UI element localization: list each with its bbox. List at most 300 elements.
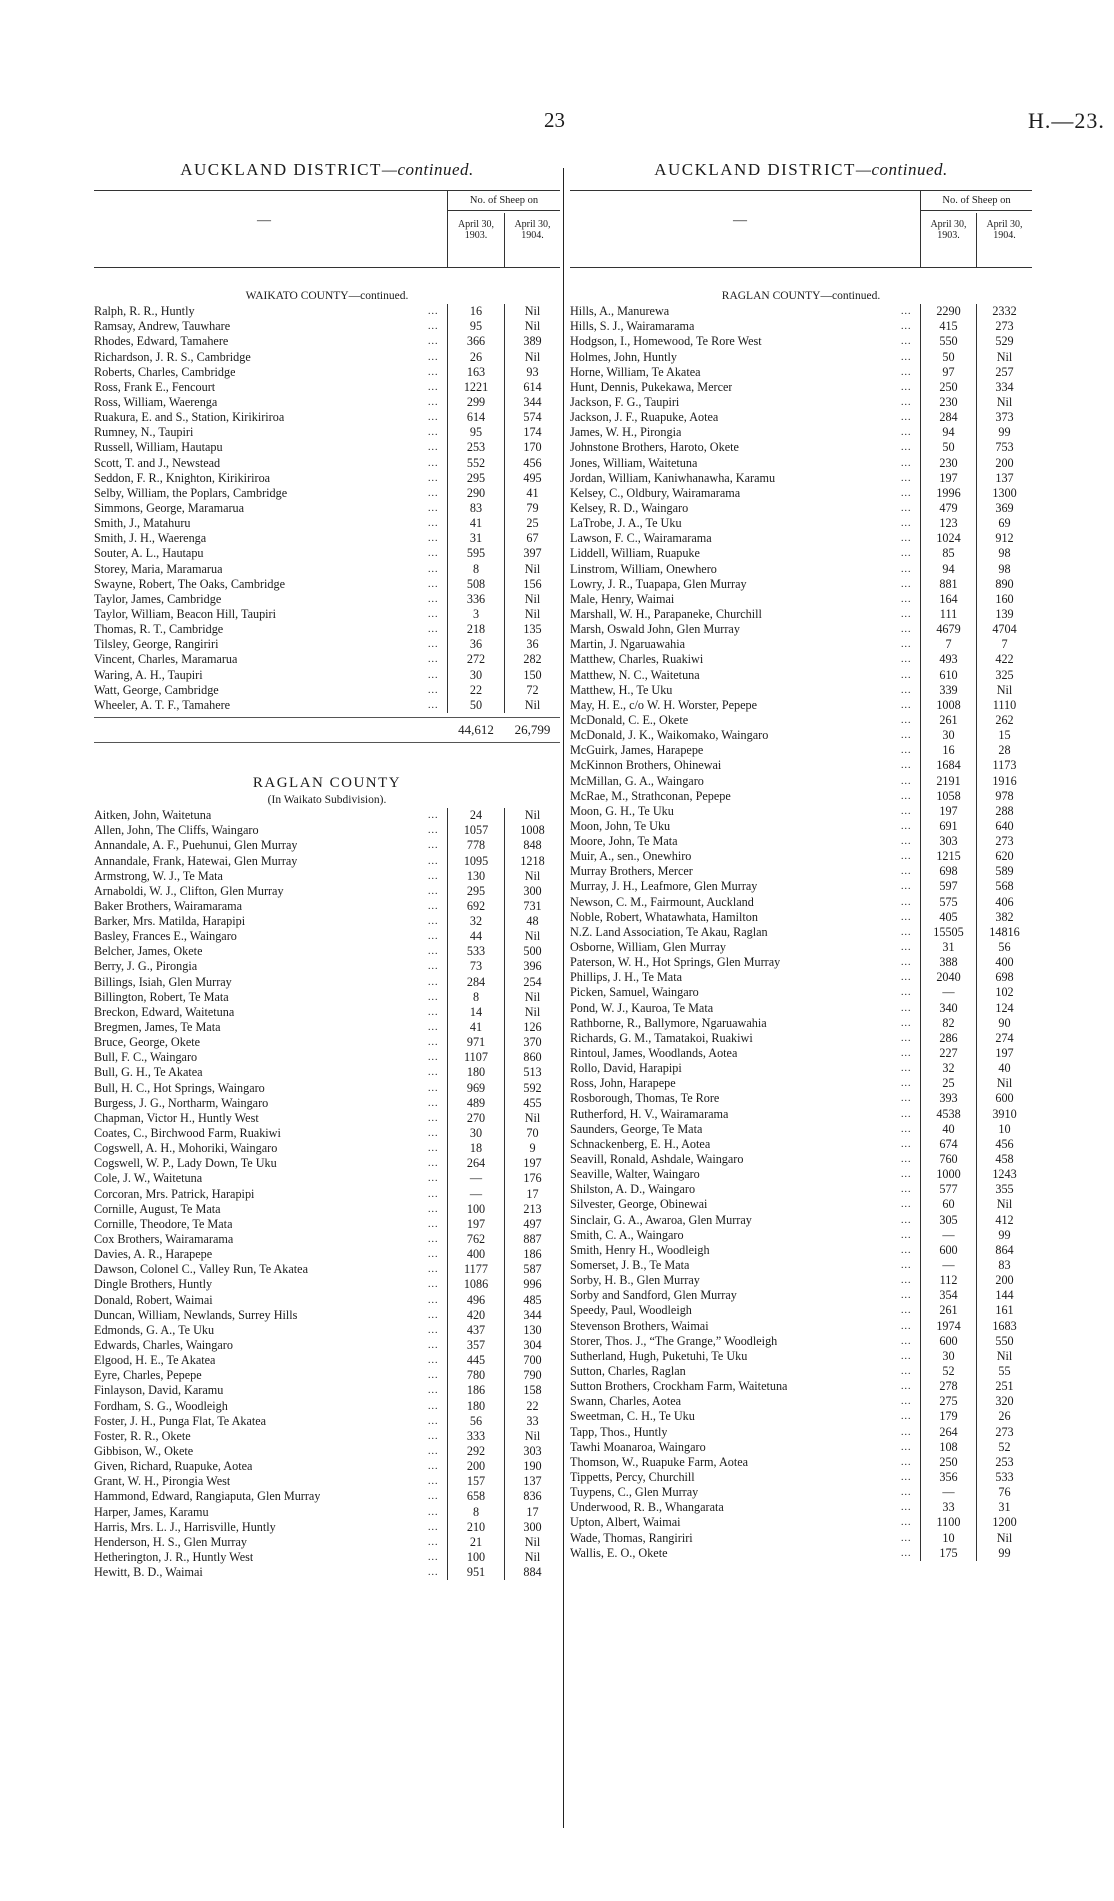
sheep-1904-value: 76 [998,1485,1011,1500]
sheep-1904-value: 22 [526,1398,539,1413]
sheep-1904-value: 620 [995,849,1014,864]
sheep-1903-value: — [942,1227,955,1242]
owner-name-address: Hammond, Edward, Rangiaputa, Glen Murray [94,1489,321,1504]
table-row [570,577,1032,592]
sheep-1904-value: 978 [995,788,1014,803]
owner-name-address: Given, Richard, Ruapuke, Aotea [94,1459,253,1474]
owner-name-address: Wallis, E. O., Okete [570,1545,668,1560]
sheep-1903-value: 15505 [933,924,964,939]
column-divider [563,168,564,1828]
sheep-1903-value: 230 [939,394,958,409]
sheep-1904-value: 170 [523,440,542,455]
owner-name-address: Tawhi Moanaroa, Waingaro [570,1439,706,1454]
leader-dots: ... [901,1214,912,1226]
date-1903-header: April 30, 1903. [930,219,967,241]
leader-dots: ... [901,1502,912,1514]
owner-name-address: Duncan, William, Newlands, Surrey Hills [94,1307,298,1322]
table-row [570,425,1032,440]
column-rule [504,304,505,713]
table-row [94,652,560,667]
table-row [94,350,560,365]
sheep-1903-value: 94 [942,425,955,440]
sheep-1904-value: 69 [998,516,1011,531]
owner-name-address: Billings, Isiah, Glen Murray [94,974,232,989]
sheep-1904-value: Nil [524,304,541,319]
table-row [570,516,1032,531]
leader-dots: ... [901,1350,912,1362]
sheep-1903-value: 250 [939,379,958,394]
sheep-1903-value: 600 [939,1333,958,1348]
table-row [570,1197,1032,1212]
sheep-1903-value: 284 [466,974,486,989]
sheep-1903-value: 14 [469,1004,483,1019]
owner-name-address: Edmonds, G. A., Te Uku [94,1322,215,1337]
table-row [570,1243,1032,1258]
sheep-1904-value: 334 [995,379,1014,394]
table-row [570,1152,1032,1167]
leader-dots: ... [901,321,912,333]
leader-dots: ... [428,1309,439,1321]
leader-dots: ... [428,502,439,514]
sheep-1903-value: 30 [942,1348,955,1363]
sheep-1903-value: 415 [939,319,958,334]
leader-dots: ... [428,916,439,928]
owner-name-address: Matthew, N. C., Waitetuna [570,667,700,682]
sheep-1903-value: 8 [472,1504,480,1519]
table-row [570,456,1032,471]
sheep-1904-value: 1173 [992,758,1017,773]
sheep-1903-value: 197 [939,803,958,818]
leader-dots: ... [901,336,912,348]
sheep-1904-value: Nil [524,929,541,944]
leader-dots: ... [901,1320,912,1332]
owner-name-address: Sorby and Sandford, Glen Murray [570,1288,737,1303]
owner-name-address: Harris, Mrs. L. J., Harrisville, Huntly [94,1519,276,1534]
sheep-1903-value: 264 [939,1424,958,1439]
owner-name-address: Cox Brothers, Wairamarama [94,1232,234,1247]
sheep-1903-value: 270 [466,1110,486,1125]
owner-name-address: Finlayson, David, Karamu [94,1383,224,1398]
leader-dots: ... [428,1279,439,1291]
sheep-1904-value: Nil [996,682,1013,697]
leader-dots: ... [428,1491,439,1503]
leader-dots: ... [901,457,912,469]
sheep-1903-value: 230 [939,455,958,470]
table-row [94,1520,560,1535]
leader-dots: ... [428,1430,439,1442]
leader-dots: ... [901,1169,912,1181]
table-row [94,944,560,959]
owner-name-address: Murray, J. H., Leafmore, Glen Murray [570,879,758,894]
table-row [94,1429,560,1444]
leader-dots: ... [428,855,439,867]
table-row [94,1141,560,1156]
owner-name-address: Wheeler, A. T. F., Tamahere [94,697,231,712]
sheep-1904-value: 1110 [992,697,1017,712]
leader-dots: ... [428,563,439,575]
sheep-1903-value: 200 [466,1459,486,1474]
owner-name-address: Billington, Robert, Te Mata [94,989,229,1004]
owner-name-address: Foster, R. R., Okete [94,1428,191,1443]
leader-dots: ... [428,654,439,666]
table-row [570,1061,1032,1076]
sheep-1904-value: 396 [523,959,542,974]
sheep-1903-value: 4538 [936,1106,961,1121]
sheep-1903-value: 420 [466,1307,486,1322]
table-row [94,823,560,838]
table-row [570,1485,1032,1500]
table-row [570,1288,1032,1303]
sheep-1903-value: 1996 [936,485,961,500]
leader-dots: ... [901,805,912,817]
sheep-1904-value: 262 [995,712,1014,727]
owner-name-address: Phillips, J. H., Te Mata [570,970,682,985]
table-row [570,789,1032,804]
leader-dots: ... [428,1128,439,1140]
sheep-1903-value: 10 [942,1530,955,1545]
sheep-1904-value: 52 [998,1439,1011,1454]
sheep-1903-value: 164 [939,591,958,606]
owner-name-address: Hetherington, J. R., Huntly West [94,1549,254,1564]
table-row [94,1081,560,1096]
owner-name-address: Russell, William, Hautapu [94,440,223,455]
sheep-1904-value: 17 [526,1504,539,1519]
sheep-1904-value: Nil [996,1076,1013,1091]
leader-dots: ... [428,412,439,424]
sheep-1903-value: 100 [466,1549,486,1564]
owner-name-address: Taylor, William, Beacon Hill, Taupiri [94,606,277,621]
owner-name-address: Sorby, H. B., Glen Murray [570,1273,700,1288]
owner-name-address: McMillan, G. A., Waingaro [570,773,704,788]
leader-dots: ... [901,669,912,681]
leader-dots: ... [428,1037,439,1049]
leader-dots: ... [901,866,912,878]
total-1903: 44,612 [458,721,494,737]
owner-name-address: McKinnon Brothers, Ohinewai [570,758,722,773]
owner-name-address: Henderson, H. S., Glen Murray [94,1534,247,1549]
sheep-1903-value: 600 [939,1242,958,1257]
sheep-1904-value: 200 [995,455,1014,470]
owner-name-address: Kelsey, C., Oldbury, Wairamarama [570,485,741,500]
section-title-raglan: RAGLAN COUNTY [252,774,402,791]
sheep-1904-value: Nil [524,1534,541,1549]
owner-name-address: Schnackenberg, E. H., Aotea [570,1136,711,1151]
sheep-1903-value: 180 [466,1065,486,1080]
leader-dots: ... [901,1063,912,1075]
sheep-1904-value: 273 [995,1424,1014,1439]
sheep-1904-value: 213 [523,1201,542,1216]
leader-dots: ... [901,851,912,863]
owner-name-address: Sutton Brothers, Crockham Farm, Waitetuna [570,1379,788,1394]
sheep-1903-value: 30 [469,1126,483,1141]
owner-name-address: Fordham, S. G., Woodleigh [94,1398,228,1413]
owner-name-address: Marsh, Oswald John, Glen Murray [570,622,740,637]
leader-dots: ... [428,885,439,897]
sheep-1904-value: 174 [523,425,542,440]
table-row [570,1213,1032,1228]
sheep-1904-value: 176 [523,1171,542,1186]
leader-dots: ... [901,1093,912,1105]
sheep-1904-value: 10 [998,1121,1011,1136]
section-subtitle-raglan: (In Waikato Subdivision). [267,793,387,806]
sheep-1904-value: 273 [995,319,1014,334]
sheep-1904-value: 2332 [992,304,1017,319]
owner-name-address: Rumney, N., Taupiri [94,425,194,440]
sheep-1904-value: 251 [995,1379,1014,1394]
sheep-1903-value: 50 [942,440,955,455]
leader-dots: ... [428,306,439,318]
table-row [570,546,1032,561]
owner-name-address: Scott, T. and J., Newstead [94,455,221,470]
owner-name-address: Moon, John, Te Uku [570,818,671,833]
sheep-1903-value: 30 [469,667,483,682]
owner-name-address: Grant, W. H., Pirongia West [94,1474,231,1489]
owner-name-address: Barker, Mrs. Matilda, Harapipi [94,914,246,929]
sheep-1904-value: 698 [995,970,1014,985]
table-row [570,1228,1032,1243]
owner-name-address: Swayne, Robert, The Oaks, Cambridge [94,576,286,591]
leader-dots: ... [428,1006,439,1018]
sheep-1904-value: 1916 [992,773,1017,788]
sheep-1903-value: 18 [469,1141,483,1156]
sheep-1903-value: 286 [939,1030,958,1045]
table-row [94,471,560,486]
sheep-1903-value: 95 [469,425,483,440]
leader-dots: ... [901,760,912,772]
owner-name-address: Annandale, Frank, Hatewai, Glen Murray [94,853,298,868]
leader-dots: ... [901,578,912,590]
table-row [94,1489,560,1504]
table-row [570,910,1032,925]
leader-dots: ... [901,1487,912,1499]
sheep-1903-value: 44 [469,929,483,944]
owner-name-address: Jordan, William, Kaniwhanawha, Karamu [570,470,776,485]
sheep-count-header: No. of Sheep on [448,195,560,211]
owner-name-address: Rosborough, Thomas, Te Rore [570,1091,720,1106]
table-row [570,622,1032,637]
owner-name-address: Ross, John, Harapepe [570,1076,676,1091]
sheep-1904-value: 912 [995,531,1014,546]
sheep-1904-value: 67 [526,531,539,546]
leader-dots: ... [428,442,439,454]
sheep-1903-value: 73 [469,959,483,974]
sheep-1904-value: 135 [523,622,542,637]
owner-name-address: Sinclair, G. A., Awaroa, Glen Murray [570,1212,752,1227]
table-row [94,1505,560,1520]
left-heading-text: AUCKLAND DISTRICT [180,160,382,179]
sheep-1904-value: 25 [526,516,539,531]
leader-dots: ... [428,1400,439,1412]
owner-name-address: Simmons, George, Maramarua [94,500,245,515]
sheep-1904-value: 72 [526,682,539,697]
table-row [94,975,560,990]
owner-name-address: Cogswell, A. H., Mohoriki, Waingaro [94,1141,278,1156]
sheep-1904-value: 36 [526,637,539,652]
table-row [570,471,1032,486]
leader-dots: ... [901,1108,912,1120]
sheep-1903-value: 41 [469,1020,483,1035]
owner-name-address: Osborne, William, Glen Murray [570,940,726,955]
sheep-1904-value: 31 [998,1500,1011,1515]
leader-dots: ... [428,396,439,408]
table-row [570,1531,1032,1546]
owner-name-address: Arnaboldi, W. J., Clifton, Glen Murray [94,883,284,898]
sheep-1904-value: 137 [995,470,1014,485]
owner-name-address: McGuirk, James, Harapepe [570,743,704,758]
leader-dots: ... [428,1234,439,1246]
sheep-1904-value: 83 [998,1258,1011,1272]
owner-name-address: Pond, W. J., Kauroa, Te Mata [570,1000,714,1015]
leader-dots: ... [428,472,439,484]
sheep-1903-value: 356 [939,1469,958,1484]
sheep-1903-value: 951 [466,1565,486,1580]
owner-name-address: Marshall, W. H., Parapaneke, Churchill [570,606,762,621]
sheep-1904-value: Nil [524,1428,541,1443]
leader-dots: ... [901,684,912,696]
sheep-1903-value: 261 [939,712,958,727]
table-row [570,1076,1032,1091]
leader-dots: ... [428,518,439,530]
sheep-1903-value: — [469,1186,483,1201]
sheep-1903-value: 100 [466,1201,486,1216]
owner-name-address: Hills, S. J., Wairamarama [570,319,695,334]
owner-name-address: Eyre, Charles, Pepepe [94,1368,202,1383]
sheep-1904-value: 370 [523,1035,542,1050]
leader-dots: ... [428,548,439,560]
table-row [94,637,560,652]
leader-dots: ... [428,1536,439,1548]
sheep-1903-value: 691 [939,818,958,833]
sheep-1904-value: 160 [995,591,1014,606]
sheep-1904-value: 344 [523,1307,542,1322]
owner-name-address: Sweetman, C. H., Te Uku [570,1409,695,1424]
owner-name-address: Basley, Frances E., Waingaro [94,929,237,944]
table-row [570,1334,1032,1349]
table-row [94,395,560,410]
sheep-1903-value: 575 [939,894,958,909]
sheep-count-header: No. of Sheep on [921,195,1032,211]
sheep-1903-value: 25 [942,1076,955,1091]
sheep-1903-value: 1095 [463,853,489,868]
table-row [94,1262,560,1277]
table-row [94,808,560,823]
leader-dots: ... [901,518,912,530]
owner-name-address: Thomas, R. T., Cambridge [94,622,224,637]
table-row [570,319,1032,334]
sheep-1903-value: 493 [939,652,958,667]
owner-name-address: Bull, H. C., Hot Springs, Waingaro [94,1080,265,1095]
sheep-1904-value: 14816 [989,924,1020,939]
leader-dots: ... [901,624,912,636]
sheep-1904-value: 320 [995,1394,1014,1409]
sheep-1903-value: 31 [942,940,955,955]
sheep-1903-value: 22 [469,682,483,697]
table-row [570,970,1032,985]
sheep-1904-value: 495 [523,470,542,485]
sheep-1904-value: 273 [995,834,1014,849]
owner-name-address: Bruce, George, Okete [94,1035,201,1050]
sheep-1904-value: 126 [523,1020,542,1035]
sheep-1903-value: 295 [466,470,486,485]
sheep-1904-value: 4704 [992,622,1017,637]
table-row [570,834,1032,849]
sheep-1904-value: 389 [523,334,542,349]
owner-name-address: Hills, A., Manurewa [570,304,670,319]
sheep-1903-value: 971 [466,1035,486,1050]
leader-dots: ... [428,699,439,711]
leader-dots: ... [428,533,439,545]
column-rule [504,808,505,1580]
table-row [94,1550,560,1565]
leader-dots: ... [901,730,912,742]
sheep-1904-value: 48 [526,914,539,929]
leader-dots: ... [428,840,439,852]
leader-dots: ... [901,563,912,575]
table-row [570,849,1032,864]
sheep-1903-value: 1057 [463,823,489,838]
sheep-1904-value: 300 [523,1519,542,1534]
sheep-1903-value: 227 [939,1046,958,1061]
sheep-1904-value: 1243 [992,1167,1017,1182]
sheep-1904-value: 98 [998,561,1011,576]
sheep-1904-value: 513 [523,1065,542,1080]
table-row [94,1277,560,1292]
leader-dots: ... [901,881,912,893]
table-row [570,925,1032,940]
sheep-1903-value: 658 [466,1489,486,1504]
table-row [570,819,1032,834]
sheep-1904-value: 529 [995,334,1014,349]
sheep-1903-value: 292 [466,1443,486,1458]
owner-name-address: Kelsey, R. D., Waingaro [570,500,689,515]
leader-dots: ... [901,1154,912,1166]
table-row [94,501,560,516]
table-row [570,1137,1032,1152]
sheep-1903-value: 272 [466,652,486,667]
sheep-1904-value: 41 [526,485,539,500]
section-heading-raglan-continued: RAGLAN COUNTY—continued. [721,290,881,302]
owner-name-address: Waring, A. H., Taupiri [94,667,203,682]
sheep-1904-value: 15 [998,728,1011,743]
sheep-1903-value: 210 [466,1519,486,1534]
sheep-1903-value: 881 [939,576,958,591]
table-row [94,531,560,546]
sheep-1904-value: 33 [526,1413,539,1428]
owner-name-address: Silvester, George, Obinewai [570,1197,708,1212]
sheep-1904-value: 90 [998,1015,1011,1030]
sheep-1903-value: 112 [939,1273,958,1288]
right-heading-text: AUCKLAND DISTRICT [654,160,856,179]
table-row [94,1383,560,1398]
owner-name-address: Bregmen, James, Te Mata [94,1020,221,1035]
sheep-1903-value: 95 [469,319,483,334]
table-row [570,1091,1032,1106]
leader-dots: ... [428,1188,439,1200]
sheep-1903-value: 108 [939,1439,958,1454]
leader-dots: ... [901,775,912,787]
table-row [94,1202,560,1217]
left-heading [94,160,560,190]
owner-name-address: Storer, Thos. J., “The Grange,” Woodleigh [570,1333,778,1348]
owner-name-address: Edwards, Charles, Waingaro [94,1338,233,1352]
sheep-1904-value: 99 [998,425,1011,440]
sheep-1904-value: 190 [523,1459,542,1474]
table-row [570,652,1032,667]
leader-dots: ... [428,321,439,333]
owner-name-address: Smith, J. H., Waerenga [94,531,207,546]
table-row [94,1232,560,1247]
leader-dots: ... [901,820,912,832]
